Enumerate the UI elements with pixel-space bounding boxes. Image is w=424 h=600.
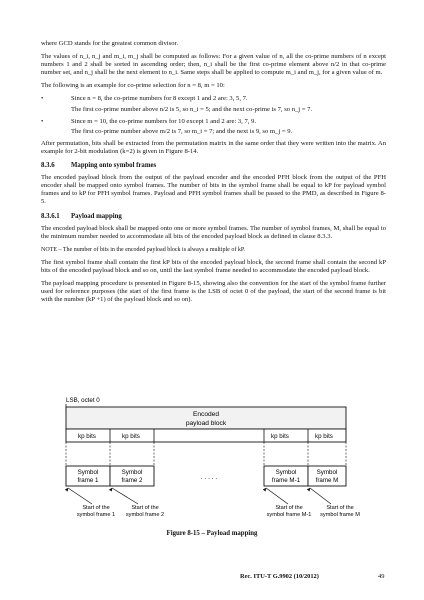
- note: NOTE – The number of bits in the encoded payload block is always a multiple of kP.: [41, 246, 246, 253]
- frame-label-line1: Symbol: [77, 469, 99, 476]
- paragraph-coprime-rule: The values of n_i, n_j and m_i, m_j shall be computed as follows: For a given value of n, all the co-prime numbers of n except numbers 1 and 2 shall be sorted in ascending order; then, n_i shall be the first co-prime element above n/2 in that co-prime number set, and n_j shall be the next element to n_i. Same steps shall be applied to compute m_i and m_j, for a given value of m.: [41, 53, 386, 77]
- kp-bits-label: kp bits: [315, 433, 333, 440]
- start-label-line1: Start of the: [82, 505, 110, 511]
- section-number: 8.3.6: [41, 162, 55, 170]
- start-label-line2: symbol frame M: [320, 512, 360, 518]
- kp-bits-label: kp bits: [271, 433, 289, 440]
- figure-caption: Figure 8-15 – Payload mapping: [166, 530, 258, 537]
- paragraph-procedure: The payload mapping procedure is presented in Figure 8-15, showing also the convention for the start of the symbol frame further used for reference purposes (the start of the first frame is the LSB of octet 0 of the payload, the start of the second frame is bit with the number (kP +1) of the payload block and so on).: [41, 280, 386, 304]
- start-label-line1: Start of the: [131, 505, 159, 511]
- dashed-connectors: [66, 442, 346, 466]
- footer-recommendation: Rec. ITU-T G.9902 (10/2012): [240, 573, 319, 580]
- frames-ellipsis: . . . . .: [200, 474, 218, 481]
- section-title: Mapping onto symbol frames: [71, 162, 157, 170]
- paragraph-mapping: The encoded payload block from the output of the payload encoder and the encoded PFH block from the output of the PFH encoder shall be mapped onto symbol frames. The number of bits in the symbol frame shall be equal to kP for payload symbol frames and to kP for PFH symbol frames. Payload and PFH symbol frames shall be passed to the PMD, as described in Figure 8-5.: [41, 174, 386, 206]
- paragraph-payload-mapping: The encoded payload block shall be mapped onto one or more symbol frames. The number of symbol frames, M, shall be equal to the minimum number needed to accommodate all bits of the encoded payload block as defined in clause 8.3.3.: [41, 224, 386, 240]
- block-label-2: payload block: [185, 420, 227, 427]
- frame-label-line2: frame 2: [121, 477, 143, 484]
- lsb-label: LSB, octet 0: [66, 397, 100, 404]
- start-label-line2: symbol frame 2: [125, 512, 165, 518]
- start-label-line2: symbol frame M-1: [266, 512, 312, 518]
- page-number: 49: [378, 573, 385, 580]
- paragraph-permutation: After permutation, bits shall be extracted from the permutation matrix in the same order that they were written into the matrix. An example for 2-bit modulation (k=2) is given in Figure 8-14.: [41, 139, 386, 155]
- start-label-line1: Start of the: [326, 505, 354, 511]
- section-title: Payload mapping: [71, 212, 122, 220]
- frame-label-line1: Symbol: [275, 469, 297, 476]
- bullet-marker: •: [41, 117, 44, 125]
- frame-label-line2: frame 1: [77, 477, 99, 484]
- start-arrows: [68, 488, 331, 504]
- start-label-line2: symbol frame 1: [76, 512, 116, 518]
- frame-label-line2: frame M-1: [271, 477, 301, 484]
- frame-label-line1: Symbol: [121, 469, 143, 476]
- paragraph-first-frame: The first symbol frame shall contain the first kP bits of the encoded payload block, the second frame shall contain the second kP bits of the encoded payload block and so on, until the last symbol frame needed to accommodate the encoded payload block.: [41, 258, 386, 274]
- bullet-marker: •: [41, 95, 44, 103]
- block-label-1: Encoded: [192, 411, 220, 418]
- bullet-m-detail: The first co-prime number above m/2 is 7, so m_i = 7; and the next is 9, so m_j = 9.: [71, 127, 293, 135]
- frame-label-line1: Symbol: [316, 469, 338, 476]
- kp-bits-label: kp bits: [78, 433, 96, 440]
- bullet-text: Since m = 10, the co-prime numbers for 10 except 1 and 2 are: 3, 7, 9.: [71, 117, 256, 125]
- frame-label-line2: frame M: [315, 477, 339, 484]
- kp-bits-label: kp bits: [122, 433, 140, 440]
- section-number: 8.3.6.1: [41, 212, 60, 220]
- kp-segments-row: [66, 429, 346, 442]
- bullet-text: Since n = 8, the co-prime numbers for 8 except 1 and 2 are: 3, 5, 7.: [71, 95, 248, 103]
- start-label-line1: Start of the: [275, 505, 303, 511]
- paragraph-gcd: where GCD stands for the greatest common divisor.: [41, 40, 178, 47]
- paragraph-example-intro: The following is an example for co-prime selection for n = 8, m = 10:: [41, 82, 225, 90]
- bullet-n-detail: The first co-prime number above n/2 is 5, so n_i = 5; and the next co-prime is 7, so n_j = 7.: [71, 105, 313, 113]
